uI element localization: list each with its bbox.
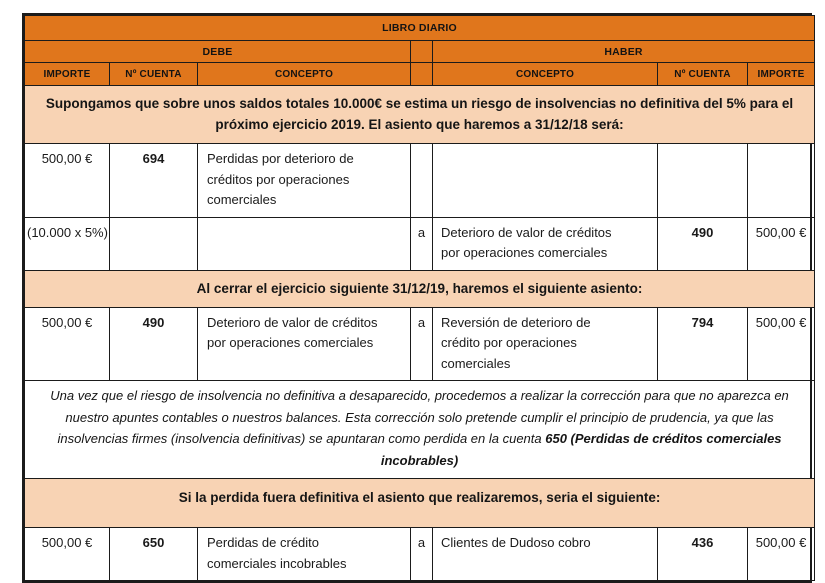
column-header-credit-amount: IMPORTE	[748, 63, 815, 86]
entry-1-a-mark-cell	[411, 144, 433, 218]
entry-1-credit-account-empty	[658, 144, 748, 218]
entry-1-debit-concept	[198, 144, 411, 218]
section-1-entry-row-credit	[25, 217, 815, 270]
entry-2-debit-amount: 500,00 €	[25, 307, 110, 381]
entry-3-debit-amount: 500,00 €	[25, 528, 110, 581]
entry-2-debit-concept-line-2: por operaciones comerciales	[207, 335, 374, 350]
entry-1-debit-account-blank	[110, 217, 198, 270]
explanation-note	[25, 381, 815, 479]
entry-1-debit-concept-line-1: Perdidas por deterioro de	[207, 151, 354, 166]
entry-2-a-mark: a	[411, 307, 433, 381]
entry-1-credit-concept-line-1: Deterioro de valor de créditos	[441, 224, 612, 240]
entry-1-debit-amount: 500,00 €	[25, 144, 110, 218]
entry-1-credit-account: 490	[658, 217, 748, 270]
section-2-entry-row	[25, 307, 815, 381]
column-header-spacer	[411, 63, 433, 86]
entry-2-debit-account: 490	[110, 307, 198, 381]
section-3-entry-row	[25, 528, 815, 581]
entry-1-calculation: (10.000 x 5%)	[25, 217, 110, 270]
group-header-credit: HABER	[433, 41, 815, 63]
entry-3-credit-concept-line-1: Clientes de Dudoso cobro	[441, 535, 591, 550]
column-header-debit-account: Nº CUENTA	[110, 63, 198, 86]
entry-3-credit-account: 436	[658, 528, 748, 581]
entry-2-debit-concept-line-1: Deterioro de valor de créditos	[207, 314, 378, 330]
entry-3-debit-concept-line-2: comerciales incobrables	[207, 555, 347, 571]
ledger-table	[24, 15, 815, 581]
header-group-row	[25, 41, 815, 63]
entry-1-credit-concept-lines	[433, 217, 658, 270]
entry-2-credit-concept-line-2: crédito por operaciones	[441, 335, 577, 350]
entry-1-debit-concept-line-3: comerciales	[207, 192, 277, 207]
header-columns-row	[25, 63, 815, 86]
entry-2-credit-concept-line-3: comerciales	[441, 355, 511, 371]
section-3-banner-text: Si la perdida fuera definitiva el asiento que realizaremos, seria el siguiente:	[25, 479, 815, 528]
entry-3-debit-concept-line-1: Perdidas de crédito	[207, 535, 320, 550]
entry-2-credit-concept-line-1: Reversión de deterioro de	[441, 314, 591, 330]
entry-1-debit-concept-line-2: créditos por operaciones	[207, 171, 350, 187]
ledger-title: LIBRO DIARIO	[25, 16, 815, 41]
explanation-note-emphasis: 650 (Perdidas de créditos comerciales incobrables)	[380, 431, 782, 468]
entry-1-debit-concept-blank	[198, 217, 411, 270]
entry-2-debit-concept	[198, 307, 411, 381]
group-header-spacer	[411, 41, 433, 63]
column-header-debit-concept: CONCEPTO	[198, 63, 411, 86]
entry-1-debit-account: 694	[110, 144, 198, 218]
entry-1-credit-concept-line-2: por operaciones comerciales	[441, 245, 608, 260]
entry-1-credit-amount: 500,00 €	[748, 217, 815, 270]
section-2-banner-text: Al cerrar el ejercicio siguiente 31/12/19, haremos el siguiente asiento:	[25, 270, 815, 307]
column-header-credit-account: Nº CUENTA	[658, 63, 748, 86]
column-header-debit-amount: IMPORTE	[25, 63, 110, 86]
entry-3-debit-account: 650	[110, 528, 198, 581]
entry-3-credit-amount: 500,00 €	[748, 528, 815, 581]
entry-2-credit-concept	[433, 307, 658, 381]
section-1-banner-row	[25, 86, 815, 144]
entry-2-credit-account: 794	[658, 307, 748, 381]
explanation-note-text: Una vez que el riesgo de insolvencia no definitiva a desaparecido, procedemos a realizar la corrección para que no aparezca en nuestro apuntes contables o nuestros balances. Esta corrección solo pretende cumplir el principio de prudencia, ya que las insolvencias firmes (insolvencia definitivas) se apuntaran como perdida en la cuenta	[50, 388, 789, 446]
entry-3-a-mark: a	[411, 528, 433, 581]
section-1-entry-row	[25, 144, 815, 218]
entry-1-credit-amount-empty	[748, 144, 815, 218]
entry-1-a-mark: a	[411, 217, 433, 270]
group-header-debit: DEBE	[25, 41, 411, 63]
header-title-row	[25, 16, 815, 41]
ledger-table-container	[22, 13, 812, 583]
section-2-banner-row	[25, 270, 815, 307]
entry-3-debit-concept	[198, 528, 411, 581]
section-1-banner-text: Supongamos que sobre unos saldos totales 10.000€ se estima un riesgo de insolvencias no definitiva del 5% para el próximo ejercicio 2019. El asiento que haremos a 31/12/18 será:	[25, 86, 815, 144]
section-3-banner-row	[25, 479, 815, 528]
entry-3-credit-concept	[433, 528, 658, 581]
section-2-note-row	[25, 381, 815, 479]
column-header-credit-concept: CONCEPTO	[433, 63, 658, 86]
entry-1-credit-concept	[433, 144, 658, 218]
entry-2-credit-amount: 500,00 €	[748, 307, 815, 381]
